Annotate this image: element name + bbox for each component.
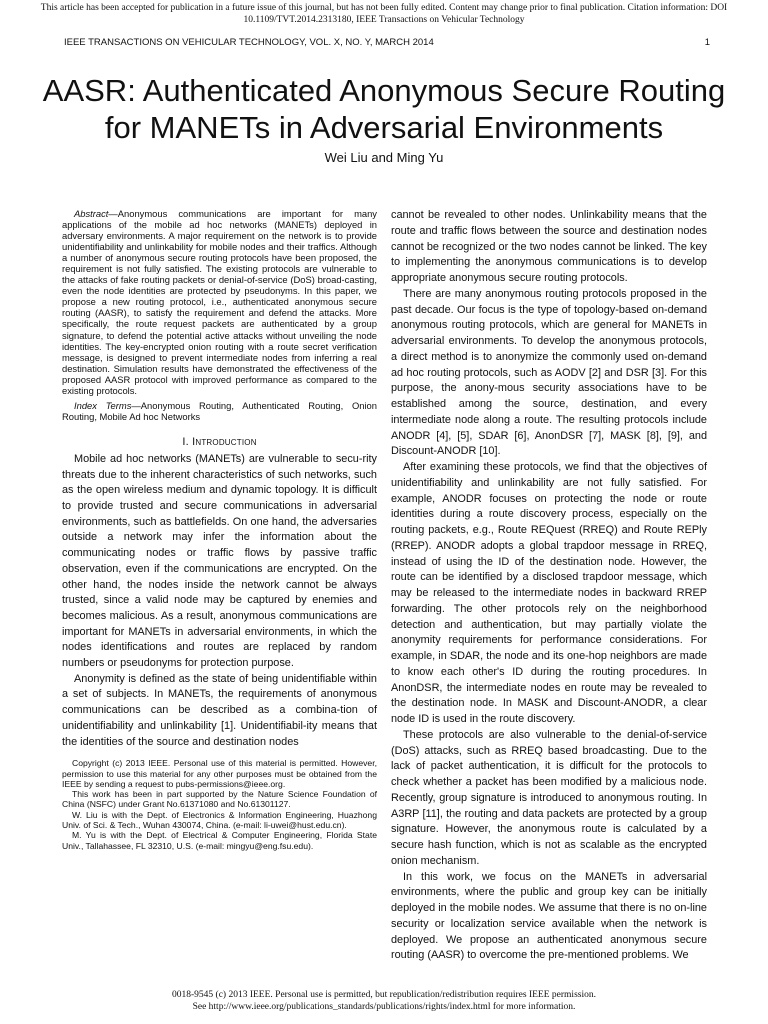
- publication-notice: [0, 2, 768, 26]
- copyright-footer: [0, 990, 768, 1013]
- abstract-label: Abstract: [74, 208, 109, 219]
- journal-info: IEEE TRANSACTIONS ON VEHICULAR TECHNOLOGY, VOL. X, NO. Y, MARCH 2014: [64, 37, 434, 48]
- right-paragraph-4: These protocols are also vulnerable to the denial-of-service (DoS) attacks, such as RREQ based broadcasting. Due to the lack of packet authentication, it is difficult for the protocols to check whether a packet has been modified by a malicious node. Recently, group signature is introduced to anonymous routing. In A3RP [11], the routing and data packets are protected by a group signature. However, the anonymous route is calculated by a secure hash function, which is not as scalable as the encrypted onion mechanism.: [391, 728, 707, 867]
- right-paragraph-1: cannot be revealed to other nodes. Unlinkability means that the route and traffic flows between the source and destination nodes cannot be recognized or the two nodes cannot be linked. The key to implementing the anonymous communications is to develop appropriate anonymous secure routing protocols.: [391, 209, 707, 284]
- page-number: 1: [704, 37, 710, 48]
- publication-notice-line2: 10.1109/TVT.2014.2313180, IEEE Transactions on Vehicular Technology: [243, 15, 525, 25]
- right-paragraph-2: There are many anonymous routing protocols proposed in the past decade. Our focus is the type of topology-based on-demand anonymous routing protocols, which are general for MANETs in adversarial environments. To develop the anonymous protocols, a direct method is to anonymize the commonly used on-demand ad hoc routing protocols, such as AODV [2] and DSR [3]. For this purpose, the anony-mous security associations have to be established among the source, destination, and every intermediate node along a route. The resulting protocols include ANODR [4], [5], SDAR [6], AnonDSR [7], MASK [8], [9], and Discount-ANODR [10].: [391, 287, 707, 458]
- publication-notice-line1: This article has been accepted for publication in a future issue of this journal, but has not been fully edited. Content may change prior to final publication. Citation information: DOI: [40, 3, 728, 13]
- footnotes: [62, 758, 377, 851]
- intro-paragraph-1: Mobile ad hoc networks (MANETs) are vulnerable to secu-rity threats due to the inherent characteristics of such networks, such as the open wireless medium and dynamic topology. It is difficult to provide trusted and secure communications in adversarial environments, such as battlefields. On one hand, the adversaries outside a network may infer the information about the communicating nodes or traffic flows by passive traffic observation, even if the communications are encrypted. On the other hand, the nodes inside the network cannot be always trusted, since a valid node may be captured by enemies and becomes malicious. As a result, anonymous communications are important for MANETs in adversarial environments, in which the nodes identifications and routes are replaced by random numbers or pseudonyms for protection purpose.: [62, 452, 377, 670]
- index-terms-dash: —: [131, 399, 141, 411]
- title-line-2: for MANETs in Adversarial Environments: [104, 110, 664, 145]
- right-column: [391, 208, 707, 964]
- section-numeral: I.: [182, 435, 193, 448]
- footnote-author-yu: M. Yu is with the Dept. of Electrical & Computer Engineering, Florida State Univ., Tallahassee, FL 32310, U.S. (e-mail: mingyu@eng.fsu.edu).: [62, 830, 377, 851]
- footer-line-2: See http://www.ieee.org/publications_standards/publications/rights/index.html for more information.: [192, 1001, 576, 1012]
- section-heading-introduction: [62, 436, 377, 448]
- footnote-funding: This work has been in part supported by the Nature Science Foundation of China (NSFC) under Grant No.61371080 and No.61301127.: [62, 789, 377, 810]
- right-paragraph-3: After examining these protocols, we find that the objectives of unidentifiability and unlinkability are not fully satisfied. For example, ANODR focuses on protecting the node or route identities during a route discovery process, especially on the routing packets, e.g., Route REQuest (RREQ) and Route REPly (RREP). ANODR adopts a global trapdoor message in RREQ, instead of using the ID of the destination node. However, the route can be identified by a disclosed trapdoor message, which may be released to the intermediate nodes in backward RREP forwarding. The other protocols rely on the neighborhood detection and authentication, but may partially violate the anonymity requirements for performance considerations. For example, in SDAR, the node and its one-hop neighbors are made to know each other's ID during the routing procedures. In AnonDSR, the intermediate nodes en route may be revealed to the destination node. In MASK and Discount-ANODR, a clear node ID is used in the route discovery.: [391, 461, 707, 725]
- abstract: [62, 208, 377, 396]
- paper-title: [30, 72, 738, 146]
- abstract-text: Anonymous communications are important for many applications of the mobile ad hoc networks (MANETs) deployed in adversary environments. A major requirement on the network is to provide unidentifiability and unlinkability for mobile nodes and their traffics. Although a number of anonymous secure routing protocols have been proposed, the requirement is not fully satisfied. The existing protocols are vulnerable to the attacks of fake routing packets or denial-of-service (DoS) broad-casting, even the node identities are protected by pseudonyms. In this paper, we propose a new routing protocol, i.e., authenticated anonymous secure routing (AASR), to satisfy the requirement and defend the attacks. More specifically, the route request packets are authenticated by a group signature, to defend the potential active attacks without unveiling the node identities. The key-encrypted onion routing with a route secret verification message, is designed to prevent intermediate nodes from inferring a real destination. Simulation results have demonstrated the effectiveness of the proposed AASR protocol with improved performance as compared to the existing protocols.: [62, 208, 377, 396]
- authors: Wei Liu and Ming Yu: [324, 150, 444, 165]
- section-title: Introduction: [192, 435, 257, 448]
- abstract-dash: —: [108, 208, 118, 219]
- footer-line-1: 0018-9545 (c) 2013 IEEE. Personal use is permitted, but republication/redistribution requires IEEE permission.: [172, 990, 596, 1000]
- footnote-copyright: Copyright (c) 2013 IEEE. Personal use of this material is permitted. However, permission to use this material for any other purposes must be obtained from the IEEE by sending a request to pubs-permissions@ieee.org.: [62, 758, 377, 789]
- index-terms-label: Index Terms: [74, 399, 132, 411]
- title-line-1: AASR: Authenticated Anonymous Secure Routing: [42, 73, 726, 108]
- index-terms-text: Anonymous Routing, Authenticated Routing, Onion Routing, Mobile Ad hoc Networks: [62, 399, 377, 422]
- footnote-author-liu: W. Liu is with the Dept. of Electronics & Information Engineering, Huazhong Univ. of Sci. & Tech., Wuhan 430074, China. (e-mail: li-uwei@hust.edu.cn).: [62, 809, 377, 831]
- left-column: [62, 208, 377, 851]
- index-terms: [62, 400, 377, 422]
- running-head: [64, 37, 710, 48]
- intro-paragraph-2: Anonymity is defined as the state of being unidentifiable within a set of subjects. In MANETs, the requirements of anonymous communications can be described as a combina-tion of unidentifiability and unlinkability [1]. Unidentifiabil-ity means that the identities of the source and destination nodes: [62, 672, 377, 748]
- right-paragraph-5: In this work, we focus on the MANETs in adversarial environments, where the public and group key can be initially deployed in the mobile nodes. We assume that there is no on-line security or localization service available when the network is deployed. We propose an authenticated anonymous secure routing (AASR) to overcome the pre-mentioned problems. We: [391, 870, 707, 962]
